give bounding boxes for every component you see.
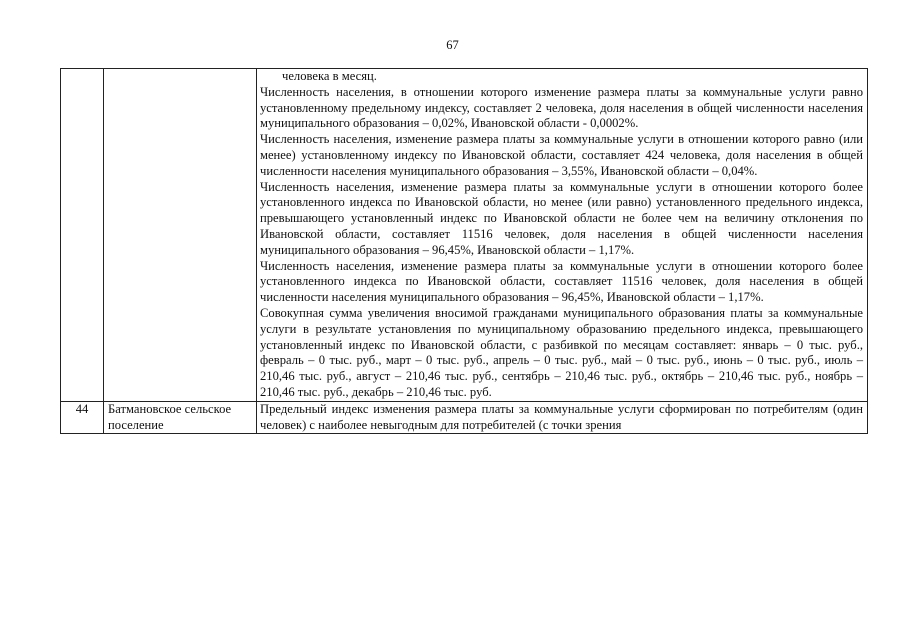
table-row bbox=[61, 69, 868, 402]
table-row bbox=[61, 401, 868, 434]
description-cell bbox=[257, 401, 868, 434]
page-number: 67 bbox=[446, 38, 459, 52]
description-paragraph: Численность населения, изменение размера платы за коммунальные услуги в отношении которого равно (или менее) установленному индексу по Ивановской области, составляет 424 человека, доля населения в общей численности населения муниципального образования – 3,55%, Ивановской области – 0,04%. bbox=[260, 132, 863, 178]
description-paragraph: Численность населения, в отношении которого изменение размера платы за коммунальные услуги равно установленному предельному индексу, составляет 2 человека, доля населения в общей численности населения муниципального образования – 0,02%, Ивановской области - 0,0002%. bbox=[260, 84, 863, 131]
description-paragraph: Предельный индекс изменения размера платы за коммунальные услуги сформирован по потребителям (один человек) с наиболее невыгодным для потребителей (с точки зрения bbox=[260, 401, 863, 432]
description-cell bbox=[257, 69, 868, 402]
description-paragraph: Численность населения, изменение размера платы за коммунальные услуги в отношении которого более установленного индекса по Ивановской области, но менее (или равно) установленного предельного индекса, превышающего установленный индекс по Ивановской области не более чем на величину отклонения по Ивановской области, составляет 11516 человек, доля населения в общей численности населения муниципального образования – 96,45%, Ивановской области – 1,17%. bbox=[260, 179, 863, 257]
settlement-name-cell: Батмановское сельское поселение bbox=[104, 401, 257, 434]
description-paragraph: человека в месяц. bbox=[282, 69, 377, 83]
settlement-name-cell bbox=[104, 69, 257, 402]
description-paragraph: Совокупная сумма увеличения вносимой гражданами муниципального образования платы за коммунальные услуги в результате установления по муниципальному образованию предельного индекса, превышающего установленный индекс по Ивановской области, с разбивкой по месяцам составляет: январь – 0 тыс. руб., февраль – 0 тыс. руб., март – 0 тыс. руб., апрель – 0 тыс. руб., май – 0 тыс. руб., июнь – 0 тыс. руб., июль – 210,46 тыс. руб., август – 210,46 тыс. руб., сентябрь – 210,46 тыс. руб., октябрь – 210,46 тыс. руб., ноябрь – 210,46 тыс. руб., декабрь – 210,46 тыс. руб. bbox=[260, 305, 863, 399]
row-number-cell: 44 bbox=[61, 401, 104, 434]
description-paragraph: Численность населения, изменение размера платы за коммунальные услуги в отношении которого более установленного индекса по Ивановской области, составляет 11516 человек, доля населения в общей численности населения муниципального образования – 96,45%, Ивановской области – 1,17%. bbox=[260, 258, 863, 305]
row-number-cell bbox=[61, 69, 104, 402]
municipal-index-table bbox=[60, 68, 868, 434]
